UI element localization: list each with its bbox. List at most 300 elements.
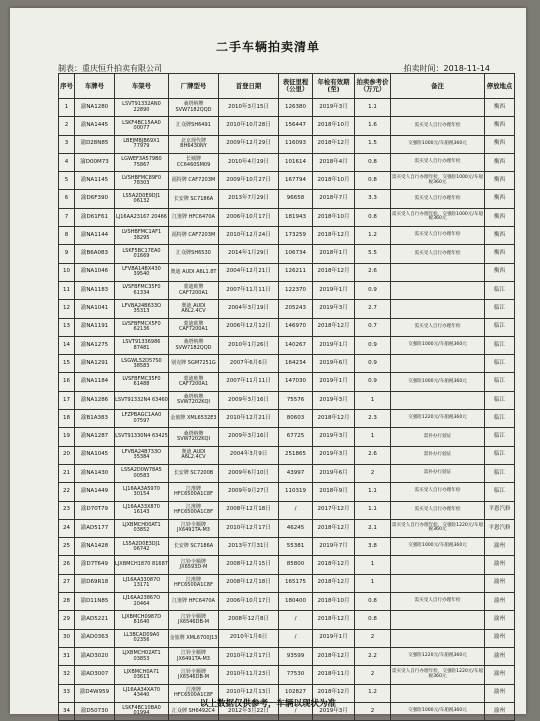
cell-plate: 渝B1A383: [75, 410, 115, 428]
cell-loc: 临江: [485, 373, 515, 391]
cell-loc: 临江: [485, 281, 515, 299]
cell-plate: 渝NA1445: [75, 117, 115, 135]
cell-first: 2014年1月29日: [219, 245, 279, 263]
cell-first: 2010年12月17日: [219, 519, 279, 537]
cell-note: 需补办行驶证: [391, 428, 485, 446]
cell-price: 0.9: [355, 355, 391, 373]
cell-note: [391, 263, 485, 281]
cell-price: 1.2: [355, 684, 391, 702]
cell-no: 34: [59, 702, 75, 720]
cell-vin: LJXBMCH00AT1 03852: [115, 519, 169, 537]
cell-no: 24: [59, 519, 75, 537]
cell-price: 1: [355, 574, 391, 592]
cell-first: 2009年6月10日: [219, 464, 279, 482]
cell-plate: 渝AD5177: [75, 519, 115, 537]
cell-no: 6: [59, 190, 75, 208]
cell-plate: 渝NA1191: [75, 318, 115, 336]
cell-no: 13: [59, 318, 75, 336]
cell-note: 需买受人自行办理年检: [391, 117, 485, 135]
cell-brand: 福特牌 CAF7203M: [169, 172, 219, 190]
cell-note: 交强险1000元/车船税360元: [391, 538, 485, 556]
table-row: [59, 281, 515, 299]
table-row: [59, 336, 515, 354]
cell-vin: LFVBA24B633O 35313: [115, 300, 169, 318]
cell-km: 122370: [279, 281, 313, 299]
cell-loc: 衡西: [485, 172, 515, 190]
cell-brand: 江淮牌 HFC6500A1C8F: [169, 483, 219, 501]
cell-insp: 2019年6月: [313, 355, 355, 373]
cell-km: 167794: [279, 172, 313, 190]
cell-plate: 渝AD5221: [75, 611, 115, 629]
cell-first: 2007年11月11日: [219, 281, 279, 299]
cell-brand: 江铃全顺牌 JX6491TA-M3: [169, 647, 219, 665]
table-row: [59, 318, 515, 336]
cell-vin: LVSFBFMC35F0 61488: [115, 373, 169, 391]
cell-insp: 2019年6月: [313, 464, 355, 482]
cell-brand: 金旅牌 XML6532E3: [169, 410, 219, 428]
table-row: [59, 300, 515, 318]
cell-brand: 江铃全顺牌 JX6546DB-M: [169, 666, 219, 684]
table-row: [59, 373, 515, 391]
table-row: [59, 227, 515, 245]
cell-note: 需买受人自行办理年检: [391, 190, 485, 208]
cell-vin: LGWEF3A579B0 75867: [115, 153, 169, 171]
table-row: [59, 483, 515, 501]
table-row: [59, 208, 515, 226]
cell-plate: 渝NA1428: [75, 538, 115, 556]
column-header: 车牌号: [75, 74, 115, 99]
cell-loc: 衡西: [485, 190, 515, 208]
table-row: [59, 464, 515, 482]
cell-no: 23: [59, 501, 75, 519]
cell-note: 交强险1000元/车船税360元: [391, 135, 485, 153]
cell-insp: 2018年12月: [313, 574, 355, 592]
cell-km: 147030: [279, 373, 313, 391]
cell-km: 55381: [279, 538, 313, 556]
cell-brand: 江淮牌 HFC6470A: [169, 208, 219, 226]
cell-loc: 临江: [485, 318, 515, 336]
cell-loc: 衡西: [485, 153, 515, 171]
cell-brand: 长安牌 SC7186A: [169, 538, 219, 556]
column-header: 备注: [391, 74, 485, 99]
cell-first: 2013年7月29日: [219, 190, 279, 208]
table-row: [59, 245, 515, 263]
cell-first: 2010年12月24日: [219, 227, 279, 245]
cell-insp: 2019年3月: [313, 300, 355, 318]
cell-note: 交强险1000元/车船税360元: [391, 373, 485, 391]
cell-brand: 金旅牌 XML6700J13: [169, 629, 219, 647]
cell-plate: 渝D6F390: [75, 190, 115, 208]
cell-first: 2007年11月11日: [219, 373, 279, 391]
cell-price: 2.2: [355, 647, 391, 665]
cell-no: 21: [59, 464, 75, 482]
cell-first: 2012年3月22日: [219, 702, 279, 720]
cell-km: 102827: [279, 684, 313, 702]
cell-loc: 临江: [485, 464, 515, 482]
cell-brand: 江淮牌 HFC6500A1C8F: [169, 501, 219, 519]
cell-note: 需买受人自行办理年检，交强险1000元/车船税360元: [391, 172, 485, 190]
cell-insp: 2019年1月: [313, 373, 355, 391]
cell-note: [391, 391, 485, 409]
cell-no: 22: [59, 483, 75, 501]
cell-first: 2004年3月19日: [219, 300, 279, 318]
maker-label: 制表：重庆恒升拍卖有限公司: [58, 64, 162, 73]
auction-date: 拍卖时间：2018-11-14: [403, 64, 490, 73]
cell-insp: 2018年4月: [313, 153, 355, 171]
cell-first: 2009年12月29日: [219, 135, 279, 153]
cell-no: 2: [59, 117, 75, 135]
cell-vin: LSKF4BC15AA0 00077: [115, 117, 169, 135]
cell-vin: LFVBA14BX430 39540: [115, 263, 169, 281]
cell-note: 需买受人自行办理年检: [391, 593, 485, 611]
cell-note: [391, 629, 485, 647]
cell-loc: 渝州: [485, 666, 515, 684]
cell-first: 2004年12月21日: [219, 263, 279, 281]
cell-note: 需买受人自行办理年检: [391, 483, 485, 501]
cell-km: 106734: [279, 245, 313, 263]
cell-vin: LJ16AA34XA70 43440: [115, 684, 169, 702]
cell-brand: 长安牌 SC7186A: [169, 190, 219, 208]
cell-note: [391, 611, 485, 629]
cell-price: 3.3: [355, 190, 391, 208]
column-header: 车架号: [115, 74, 169, 99]
cell-price: 2.7: [355, 300, 391, 318]
cell-note: [391, 281, 485, 299]
table-row: [59, 410, 515, 428]
cell-insp: 2018年12月: [313, 410, 355, 428]
cell-loc: 临江: [485, 410, 515, 428]
cell-loc: 平恩汽修: [485, 519, 515, 537]
table-row: [59, 117, 515, 135]
cell-note: [391, 99, 485, 117]
cell-km: 146970: [279, 318, 313, 336]
cell-km: 110319: [279, 483, 313, 501]
cell-note: 需买受人自行办理年检，交强险1220元/车船税360元: [391, 666, 485, 684]
cell-km: 165175: [279, 574, 313, 592]
cell-first: 2010年12月17日: [219, 647, 279, 665]
cell-km: 181943: [279, 208, 313, 226]
cell-vin: LSKF5BC17EA0 01669: [115, 245, 169, 263]
table-row: [59, 153, 515, 171]
cell-plate: 渝D28N85: [75, 135, 115, 153]
cell-note: 需买受人自行办理年检: [391, 245, 485, 263]
column-header: 停放地点: [485, 74, 515, 99]
cell-km: 67725: [279, 428, 313, 446]
cell-insp: 2019年1月: [313, 629, 355, 647]
cell-km: 75576: [279, 391, 313, 409]
cell-brand: 奥迪 AUDI A6L1.8T: [169, 263, 219, 281]
table-row: [59, 172, 515, 190]
cell-plate: 渝D61F61: [75, 208, 115, 226]
cell-note: [391, 574, 485, 592]
cell-loc: 临江: [485, 336, 515, 354]
cell-first: 2009年3月16日: [219, 391, 279, 409]
table-row: [59, 666, 515, 684]
cell-first: 2010年12月21日: [219, 410, 279, 428]
cell-price: 0.8: [355, 172, 391, 190]
cell-plate: 渝NA1046: [75, 263, 115, 281]
cell-price: 0.8: [355, 208, 391, 226]
cell-plate: 渝NA1183: [75, 281, 115, 299]
cell-brand: 汇众牌SH6530: [169, 245, 219, 263]
table-header-row: [59, 74, 515, 99]
cell-price: 1.1: [355, 483, 391, 501]
cell-brand: 桑塔纳牌 SVW7202KQI: [169, 428, 219, 446]
cell-vin: LFVBA24B733O 35384: [115, 446, 169, 464]
cell-vin: LJ16AA33X870 16143: [115, 501, 169, 519]
cell-insp: 2019年3月: [313, 391, 355, 409]
cell-price: 2.3: [355, 410, 391, 428]
cell-insp: 2018年12月: [313, 135, 355, 153]
cell-first: 2009年9月27日: [219, 483, 279, 501]
cell-insp: 2018年12月: [313, 519, 355, 537]
cell-insp: 2019年3月: [313, 702, 355, 720]
cell-loc: 渝州: [485, 684, 515, 702]
cell-price: 0.7: [355, 318, 391, 336]
cell-no: 29: [59, 611, 75, 629]
cell-price: 1.5: [355, 135, 391, 153]
cell-brand: 蒙迪欧牌 CAF7200A1: [169, 281, 219, 299]
cell-loc: 临江: [485, 483, 515, 501]
cell-brand: 桑塔纳牌 SVW7182QQD: [169, 336, 219, 354]
cell-first: 2004年3月9日: [219, 446, 279, 464]
cell-vin: LJ16AA23867O 20464: [115, 593, 169, 611]
cell-loc: 临江: [485, 446, 515, 464]
cell-no: 4: [59, 153, 75, 171]
cell-first: 2006年10月17日: [219, 593, 279, 611]
column-header: 拍卖参考价（万元）: [355, 74, 391, 99]
cell-note: 需买受人自行办理年检，交强险1220元/车船税360元: [391, 519, 485, 537]
cell-first: 2008年12月18日: [219, 501, 279, 519]
cell-km: 85800: [279, 556, 313, 574]
cell-vin: LL3BCAD09A0 02356: [115, 629, 169, 647]
cell-loc: 衡西: [485, 135, 515, 153]
cell-plate: 渝NA1291: [75, 355, 115, 373]
cell-vin: LS5A2D0E3DJ1 06742: [115, 538, 169, 556]
cell-insp: 2018年11月: [313, 666, 355, 684]
table-row: [59, 556, 515, 574]
cell-note: [391, 556, 485, 574]
cell-km: 101614: [279, 153, 313, 171]
cell-no: 27: [59, 574, 75, 592]
cell-km: 96658: [279, 190, 313, 208]
cell-km: 77530: [279, 666, 313, 684]
cell-insp: 2018年12月: [313, 647, 355, 665]
cell-loc: 渝州: [485, 702, 515, 720]
cell-insp: 2018年12月: [313, 263, 355, 281]
cell-note: 需买受人自行办理年检: [391, 153, 485, 171]
cell-plate: 渝AD0363: [75, 629, 115, 647]
cell-vin: LVSFBFMC35F0 61334: [115, 281, 169, 299]
cell-km: /: [279, 702, 313, 720]
cell-vin: LJ16AA23167 20466: [115, 208, 169, 226]
cell-brand: 奥迪 AUDI A6L2.4CV: [169, 446, 219, 464]
table-row: [59, 355, 515, 373]
cell-price: 1.6: [355, 117, 391, 135]
cell-km: 116093: [279, 135, 313, 153]
table-row: [59, 190, 515, 208]
cell-vin: LSVT91330N4 63425: [115, 428, 169, 446]
cell-no: 10: [59, 263, 75, 281]
cell-vin: LS5A2D0W78A5 00583: [115, 464, 169, 482]
cell-loc: 衡西: [485, 208, 515, 226]
cell-price: 2: [355, 666, 391, 684]
table-row: [59, 593, 515, 611]
cell-first: 2013年7月31日: [219, 538, 279, 556]
cell-brand: 江铃全顺牌 JX6546DB-M: [169, 611, 219, 629]
cell-vin: LBEJMBJB69X1 77979: [115, 135, 169, 153]
cell-price: 3.8: [355, 538, 391, 556]
cell-km: 80603: [279, 410, 313, 428]
cell-no: 20: [59, 446, 75, 464]
table-row: [59, 135, 515, 153]
cell-km: 126211: [279, 263, 313, 281]
cell-vin: LVSHBFMC1AF1 38295: [115, 227, 169, 245]
cell-vin: LJ16AA33087O 13171: [115, 574, 169, 592]
cell-loc: 临江: [485, 391, 515, 409]
cell-price: 0.8: [355, 593, 391, 611]
cell-brand: 福特牌 CAF7203M: [169, 227, 219, 245]
cell-loc: 临江: [485, 355, 515, 373]
table-row: [59, 519, 515, 537]
cell-first: 2008年12月15日: [219, 556, 279, 574]
cell-insp: 2019年1月: [313, 336, 355, 354]
cell-brand: 江淮牌 HFC6500A1C8F: [169, 574, 219, 592]
cell-no: 18: [59, 410, 75, 428]
cell-insp: 2017年12月: [313, 501, 355, 519]
cell-no: 30: [59, 629, 75, 647]
cell-km: 251865: [279, 446, 313, 464]
cell-brand: 江铃全顺牌 JX6491TA-M3: [169, 519, 219, 537]
cell-insp: 2018年12月: [313, 227, 355, 245]
cell-price: 1.1: [355, 99, 391, 117]
cell-first: 2010年11月23日: [219, 666, 279, 684]
cell-km: /: [279, 629, 313, 647]
cell-insp: 2018年10月: [313, 208, 355, 226]
cell-brand: 蒙迪欧牌 CAF7200A1: [169, 373, 219, 391]
cell-loc: 渝州: [485, 593, 515, 611]
column-header: 年检有效期(至): [313, 74, 355, 99]
cell-brand: 长城牌 CC6460SM09: [169, 153, 219, 171]
cell-vin: LJ16AA3A5970 30154: [115, 483, 169, 501]
cell-insp: 2019年1月: [313, 281, 355, 299]
cell-price: 0.9: [355, 373, 391, 391]
cell-brand: 奥迪 AUDI A6L2.4CV: [169, 300, 219, 318]
cell-brand: 汇众牌 SH6492C4: [169, 702, 219, 720]
cell-brand: 江铃全顺牌 JX6593D-M: [169, 556, 219, 574]
cell-insp: 2018年12月: [313, 556, 355, 574]
table-row: [59, 647, 515, 665]
cell-first: 2010年10月28日: [219, 117, 279, 135]
cell-plate: 渝B6A083: [75, 245, 115, 263]
cell-price: 1: [355, 428, 391, 446]
cell-vin: LVSFBFMCX5F0 62136: [115, 318, 169, 336]
cell-no: 1: [59, 99, 75, 117]
cell-note: 交强险1000元/车船税360元: [391, 702, 485, 720]
cell-note: 交强险1220元/车船税360元: [391, 410, 485, 428]
cell-vin: LVSHBFMC89F0 78303: [115, 172, 169, 190]
cell-loc: 临江: [485, 300, 515, 318]
cell-plate: 渝NA1287: [75, 428, 115, 446]
cell-km: 156447: [279, 117, 313, 135]
cell-first: 2010年3月15日: [219, 99, 279, 117]
cell-first: 2008年12月18日: [219, 574, 279, 592]
cell-plate: 渝NA1045: [75, 446, 115, 464]
cell-brand: 江淮牌 HFC6470A: [169, 593, 219, 611]
cell-brand: 江淮牌 HFC6500A1C8F: [169, 684, 219, 702]
cell-brand: 汇众牌SH6491: [169, 117, 219, 135]
cell-vin: LJXBMCH0987D 81640: [115, 611, 169, 629]
cell-km: 46245: [279, 519, 313, 537]
cell-plate: 渝NA1449: [75, 483, 115, 501]
cell-brand: 蒙迪欧牌 CAF7200A1: [169, 318, 219, 336]
cell-plate: 渝NA1184: [75, 373, 115, 391]
cell-price: 1: [355, 556, 391, 574]
cell-insp: 2018年9月: [313, 483, 355, 501]
cell-km: 140267: [279, 336, 313, 354]
cell-insp: 2018年12月: [313, 318, 355, 336]
cell-plate: 渝NA1286: [75, 391, 115, 409]
table-row: [59, 263, 515, 281]
table-row: [59, 428, 515, 446]
cell-first: 2006年12月12日: [219, 318, 279, 336]
cell-insp: 2019年7月: [313, 538, 355, 556]
cell-loc: 衡西: [485, 117, 515, 135]
cell-loc: 衡西: [485, 263, 515, 281]
document-sheet: [10, 8, 526, 717]
cell-plate: 渝D69R18: [75, 574, 115, 592]
cell-plate: 渝D00M73: [75, 153, 115, 171]
cell-plate: 渝NA1041: [75, 300, 115, 318]
cell-first: 2010年1月26日: [219, 336, 279, 354]
cell-no: 5: [59, 172, 75, 190]
cell-brand: 桑塔纳牌 SVW7182QQD: [169, 99, 219, 117]
table-row: [59, 391, 515, 409]
cell-plate: 渝D11N85: [75, 593, 115, 611]
cell-insp: 2019年3月: [313, 446, 355, 464]
cell-vin: LSVT91332N4 63460: [115, 391, 169, 409]
cell-vin: LJXBMCH02AT1 03853: [115, 647, 169, 665]
cell-loc: 渝州: [485, 556, 515, 574]
cell-km: 164234: [279, 355, 313, 373]
cell-first: 2008年12月8日: [219, 611, 279, 629]
cell-plate: 渝AD3007: [75, 666, 115, 684]
cell-km: 173259: [279, 227, 313, 245]
cell-plate: 渝NA1430: [75, 464, 115, 482]
cell-price: 0.8: [355, 611, 391, 629]
cell-insp: 2018年12月: [313, 684, 355, 702]
cell-km: /: [279, 501, 313, 519]
cell-price: 2.6: [355, 263, 391, 281]
cell-no: 14: [59, 336, 75, 354]
cell-no: 17: [59, 391, 75, 409]
cell-vin: LJXBMCH0A71 03613: [115, 666, 169, 684]
cell-insp: 2019年3月: [313, 428, 355, 446]
cell-loc: 渝州: [485, 538, 515, 556]
cell-first: 2009年3月16日: [219, 428, 279, 446]
cell-no: 12: [59, 300, 75, 318]
cell-no: 26: [59, 556, 75, 574]
cell-note: 交强险1220元/车船税360元: [391, 647, 485, 665]
cell-note: 需补办行驶证: [391, 446, 485, 464]
cell-plate: 渝NA1280: [75, 99, 115, 117]
cell-km: 205243: [279, 300, 313, 318]
cell-brand: 桑塔纳牌 SVW7202KQI: [169, 391, 219, 409]
cell-price: 0.9: [355, 281, 391, 299]
table-row: [59, 629, 515, 647]
cell-vin: LJXBMCH1870 81687: [115, 556, 169, 574]
cell-plate: 渝D70T79: [75, 501, 115, 519]
